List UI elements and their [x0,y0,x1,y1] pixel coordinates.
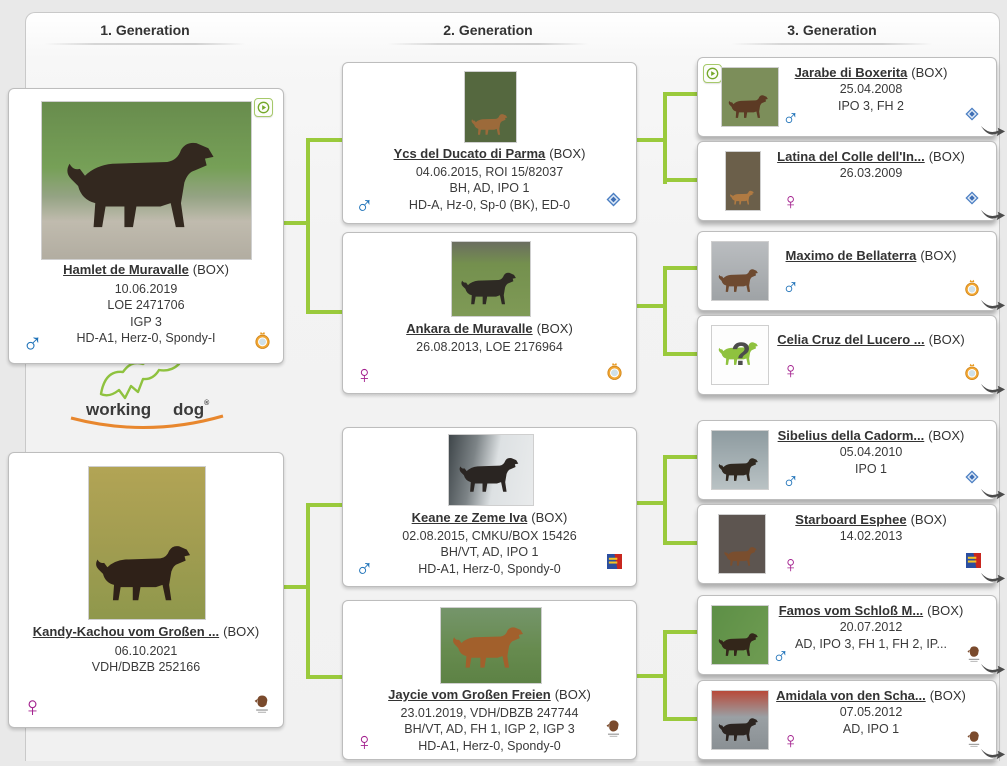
expand-generation-arrow[interactable] [980,570,1006,590]
male-icon: ♂ [782,467,800,493]
italian-club-emblem-icon [964,469,980,490]
dog-health: HD-A1, Herz-0, Spondy-I [76,330,216,345]
dog-name-link[interactable]: Amidala von den Scha... [776,688,926,703]
logo-orange-arc [67,412,227,436]
dog-meta [9,281,283,346]
italian-club-emblem-icon [964,190,980,211]
breed-tag: (BOX) [536,321,573,336]
dog-name-line [768,149,974,165]
breed-tag: (BOX) [910,512,947,527]
generation-1-label: 1. Generation [100,22,190,38]
italian-club-emblem-icon [605,191,622,213]
dog-photo[interactable] [711,241,769,301]
dog-text [768,512,974,545]
dog-silhouette-icon [459,271,523,311]
dog-titles: IGP 3 [130,314,162,329]
dog-meta [9,643,283,676]
connector [663,92,667,184]
dog-name-link[interactable]: Hamlet de Muravalle [63,262,189,277]
dog-photo[interactable] [711,605,769,665]
dog-photo[interactable] [711,690,769,750]
dog-name-line [768,603,974,619]
dog-silhouette-icon [457,456,526,499]
female-icon: ♀ [355,361,374,389]
connector [667,455,697,459]
play-video-button[interactable] [254,98,273,117]
breed-tag: (BOX) [223,624,260,639]
connector [667,266,697,270]
connector [310,310,342,314]
czech-club-logo-icon [607,554,622,574]
pedigree-card-amidala [697,680,997,760]
dog-name-line [9,624,283,640]
connector [667,541,697,545]
expand-generation-arrow[interactable] [980,381,1006,401]
dog-silhouette-icon [470,113,512,139]
breed-tag: (BOX) [927,603,964,618]
pedigree-card-famos [697,595,997,675]
dog-name-link[interactable]: Kandy-Kachou vom Großen ... [32,624,220,639]
dog-silhouette-icon [61,138,232,244]
dog-silhouette-icon [729,190,757,207]
dog-titles: BH/VT, AD, FH 1, IGP 2, IGP 3 [404,722,575,737]
expand-generation-arrow[interactable] [980,661,1006,681]
dog-text [768,248,974,264]
dog-birthdate: 25.04.2008 [839,82,903,97]
dog-health: HD-A1, Herz-0, Spondy-0 [418,738,561,753]
breed-tag: (BOX) [929,688,966,703]
female-icon: ♀ [782,551,800,577]
dog-birthdate: 14.02.2013 [839,529,903,544]
expand-generation-arrow[interactable] [980,486,1006,506]
breed-tag: (BOX) [531,510,568,525]
play-video-button[interactable] [703,64,722,83]
dog-health: HD-A, Hz-0, Sp-0 (BK), ED-0 [408,197,571,212]
dog-name-line [343,510,636,526]
dog-birth-reg: 04.06.2015, ROI 15/82037 [415,165,564,179]
expand-generation-arrow[interactable] [980,297,1006,317]
dog-meta [343,528,636,577]
dog-titles: BH/VT, AD, IPO 1 [440,545,539,560]
dog-name-link[interactable]: Maximo de Bellaterra [785,248,917,263]
dog-silhouette-icon [717,717,763,745]
dog-meta [343,164,636,213]
club-medal-icon [254,331,271,356]
play-icon [257,101,270,114]
male-icon: ♂ [355,191,374,219]
female-icon: ♀ [355,728,374,756]
dog-photo[interactable] [451,241,531,317]
pedigree-card-jaycie [342,600,637,760]
male-icon: ♂ [782,273,800,299]
connector [663,630,667,721]
breed-tag: (BOX) [928,428,965,443]
dog-name-line [768,248,974,264]
male-icon: ♂ [782,104,800,130]
connector [310,138,342,142]
dog-registration: VDH/DBZB 252166 [91,660,201,675]
connector [667,92,697,96]
dog-name-line [343,146,636,162]
generation-2-label: 2. Generation [443,22,533,38]
czech-club-logo-icon [966,553,981,573]
expand-generation-arrow[interactable] [980,746,1006,766]
dog-name-line [343,321,636,337]
play-icon [706,67,719,80]
dog-text [768,332,974,348]
dog-meta [768,165,974,181]
dog-birthdate: 20.07.2012 [839,620,903,635]
dog-name-link[interactable]: Ankara de Muravalle [406,321,533,336]
connector [667,352,697,356]
male-icon: ♂ [22,327,43,358]
dog-name-link[interactable]: Jarabe di Boxerita [794,65,908,80]
dog-photo-placeholder[interactable] [711,325,769,385]
dog-titles: AD, IPO 1 [842,721,900,736]
connector [667,178,697,182]
dog-meta [343,705,636,754]
female-icon: ♀ [22,691,43,722]
male-icon: ♂ [355,554,374,582]
dog-birthdate: 26.03.2009 [839,166,903,181]
generation-3-label: 3. Generation [787,22,877,38]
pedigree-card-sibelius [697,420,997,500]
dog-registration: LOE 2471706 [107,298,185,313]
dog-birth-reg: 23.01.2019, VDH/DBZB 247744 [400,706,579,720]
working-dog-logo [55,366,240,438]
pedigree-card-latina [697,141,997,221]
breed-tag: (BOX) [920,248,957,263]
dog-health: HD-A1, Herz-0, Spondy-0 [418,561,561,576]
dog-name-link[interactable]: Starboard Esphee [795,512,907,527]
pedigree-card-hamlet [8,88,284,364]
breed-tag: (BOX) [928,332,965,347]
dog-name-line [768,428,974,444]
unknown-photo-question-mark: ? [731,335,751,372]
dog-photo[interactable] [718,514,766,574]
dog-photo[interactable] [711,430,769,490]
dog-name-link[interactable]: Ycs del Ducato di Parma [393,146,546,161]
expand-generation-arrow[interactable] [980,207,1006,227]
dog-name-line [768,65,974,81]
club-medal-icon [964,279,980,303]
pedigree-card-ankara [342,232,637,394]
boxer-klub-logo-icon [605,719,622,743]
dog-birthdate: 05.04.2010 [839,445,903,460]
header-generation-3 [732,22,932,45]
connector [667,717,697,721]
dog-silhouette-icon [727,94,773,122]
dog-meta [768,528,974,544]
dog-birth-reg: 26.08.2013, LOE 2176964 [416,340,563,354]
dog-silhouette-icon [717,632,763,660]
dog-photo[interactable] [448,434,534,506]
header-generation-1 [45,22,245,45]
dog-photo[interactable] [440,607,542,684]
pedigree-card-celia [697,315,997,395]
dog-photo[interactable] [88,466,206,620]
club-medal-icon [964,363,980,387]
breed-tag: (BOX) [192,262,229,277]
breed-tag: (BOX) [549,146,586,161]
male-icon: ♂ [772,642,790,668]
dog-photo[interactable] [725,151,761,211]
italian-club-emblem-icon [964,106,980,127]
dog-name-line [768,512,974,528]
female-icon: ♀ [782,357,800,383]
dog-meta [768,619,974,652]
dog-silhouette-icon [450,625,532,676]
dog-birthdate: 10.06.2019 [114,282,178,296]
dog-silhouette-icon [723,546,761,569]
connector [310,503,342,507]
dog-name-link[interactable]: Celia Cruz del Lucero ... [777,332,925,347]
dog-photo[interactable] [41,101,252,260]
dog-name-link[interactable]: Keane ze Zeme Iva [411,510,528,525]
pedigree-card-maximo [697,231,997,311]
logo-trademark: ® [204,400,210,407]
connector [667,630,697,634]
dog-name-link[interactable]: Sibelius della Cadorm... [777,428,925,443]
header-underline [45,43,245,45]
breed-tag: (BOX) [928,149,965,164]
dog-name-link[interactable]: Famos vom Schloß M... [778,603,924,618]
breed-tag: (BOX) [554,687,591,702]
dog-titles: IPO 3, FH 2 [838,98,904,113]
connector [306,138,310,314]
logo-word-dog: dog® [173,400,210,419]
dog-silhouette-icon [717,457,763,485]
header-generation-2 [388,22,588,45]
dog-birthdate: 06.10.2021 [114,644,178,658]
breed-tag: (BOX) [911,65,948,80]
dog-silhouette-icon [717,268,763,296]
dog-name-line [343,687,636,703]
pedigree-card-jarabe [697,57,997,137]
dog-photo[interactable] [464,71,517,143]
dog-name-line [768,332,974,348]
dog-name-line [9,262,283,278]
connector [310,675,342,679]
logo-word-working: working [86,400,152,419]
pedigree-card-kandy [8,452,284,728]
dog-meta [343,339,636,355]
dog-titles: AD, IPO 3, FH 1, FH 2, IP... [795,636,947,651]
dog-name-link[interactable]: Latina del Colle dell'In... [777,149,925,164]
expand-generation-arrow[interactable] [980,123,1006,143]
dog-silhouette-icon [92,543,202,611]
dog-name-line [768,688,974,704]
pedigree-card-ycs [342,62,637,224]
boxer-klub-logo-icon [253,694,271,719]
dog-text [768,149,974,182]
dog-name-link[interactable]: Jaycie vom Großen Freien [388,687,551,702]
pedigree-card-keane [342,427,637,587]
pedigree-card-starboard [697,504,997,584]
header-underline [388,43,588,45]
dog-text [768,603,974,652]
dog-titles: BH, AD, IPO 1 [449,181,530,196]
connector [663,455,667,545]
club-medal-icon [606,362,623,387]
header-underline [732,43,932,45]
connector [663,266,667,356]
dog-titles: IPO 1 [855,461,887,476]
dog-birth-reg: 02.08.2015, CMKU/BOX 15426 [402,529,577,543]
dog-birthdate: 07.05.2012 [839,705,903,720]
female-icon: ♀ [782,727,800,753]
female-icon: ♀ [782,188,800,214]
connector [306,503,310,679]
